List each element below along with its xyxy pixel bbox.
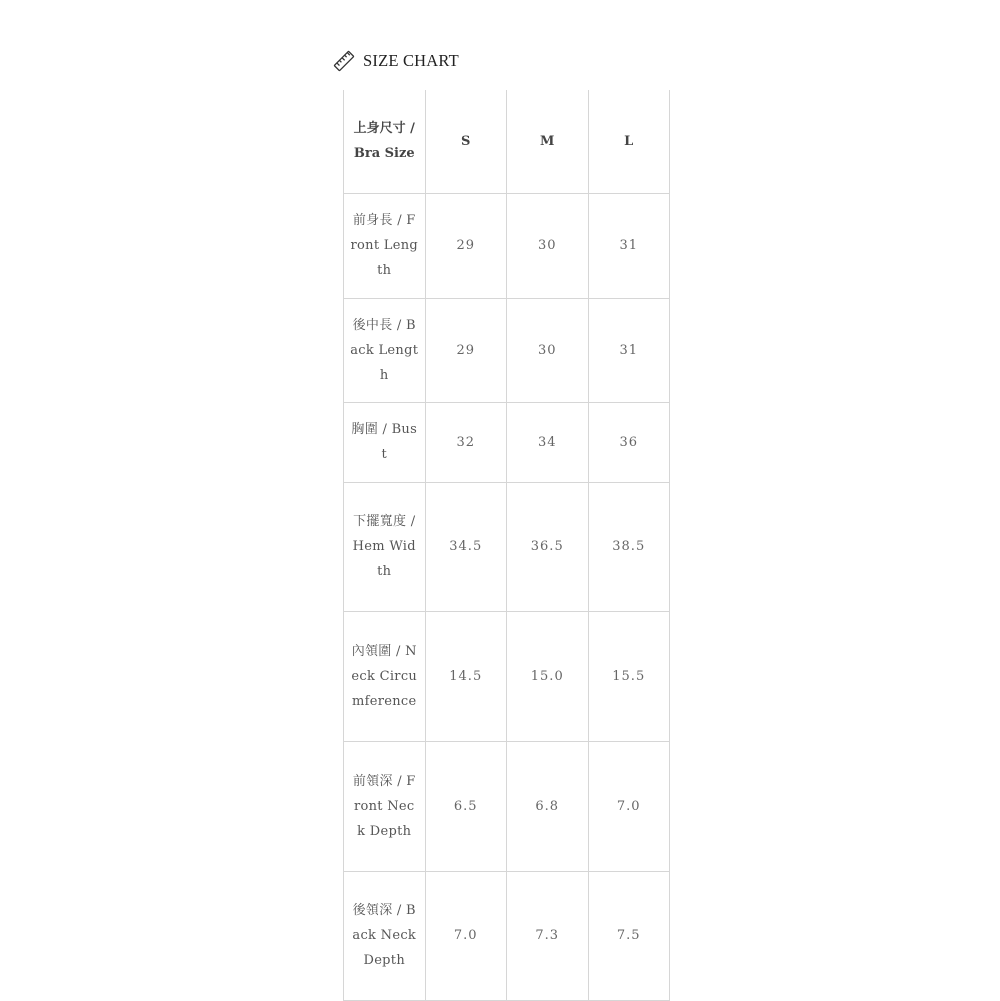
table-row (344, 402, 670, 482)
row-label: 前領深 / Front Neck Depth (344, 741, 426, 871)
row-label: 內領圍 / Neck Circumference (344, 611, 426, 741)
row-value: 7.3 (507, 871, 589, 1000)
row-value: 30 (507, 193, 589, 298)
table-row (344, 611, 670, 741)
header-size-l: L (588, 90, 670, 193)
row-value: 6.5 (425, 741, 507, 871)
row-value: 6.8 (507, 741, 589, 871)
row-value: 34 (507, 402, 589, 482)
row-value: 31 (588, 298, 670, 402)
size-chart-heading (333, 50, 459, 72)
row-label: 胸圍 / Bust (344, 402, 426, 482)
row-value: 36.5 (507, 482, 589, 611)
table-row (344, 193, 670, 298)
row-label: 前身長 / Front Length (344, 193, 426, 298)
row-value: 7.5 (588, 871, 670, 1000)
table-row (344, 871, 670, 1000)
row-value: 29 (425, 193, 507, 298)
row-value: 31 (588, 193, 670, 298)
header-size-m: M (507, 90, 589, 193)
table-header-row (344, 90, 670, 193)
row-label: 後中長 / Back Length (344, 298, 426, 402)
row-value: 34.5 (425, 482, 507, 611)
row-value: 38.5 (588, 482, 670, 611)
row-value: 15.0 (507, 611, 589, 741)
row-value: 7.0 (588, 741, 670, 871)
row-value: 30 (507, 298, 589, 402)
ruler-icon (333, 50, 355, 72)
size-chart-table (343, 90, 670, 1001)
table-row (344, 482, 670, 611)
size-chart-title: SIZE CHART (363, 51, 459, 70)
row-value: 7.0 (425, 871, 507, 1000)
row-value: 29 (425, 298, 507, 402)
row-label: 下擺寬度 / Hem Width (344, 482, 426, 611)
header-label-cell: 上身尺寸 / Bra Size (344, 90, 426, 193)
row-value: 14.5 (425, 611, 507, 741)
header-size-s: S (425, 90, 507, 193)
row-label: 後領深 / Back Neck Depth (344, 871, 426, 1000)
table-row (344, 298, 670, 402)
table-row (344, 741, 670, 871)
row-value: 15.5 (588, 611, 670, 741)
row-value: 32 (425, 402, 507, 482)
row-value: 36 (588, 402, 670, 482)
